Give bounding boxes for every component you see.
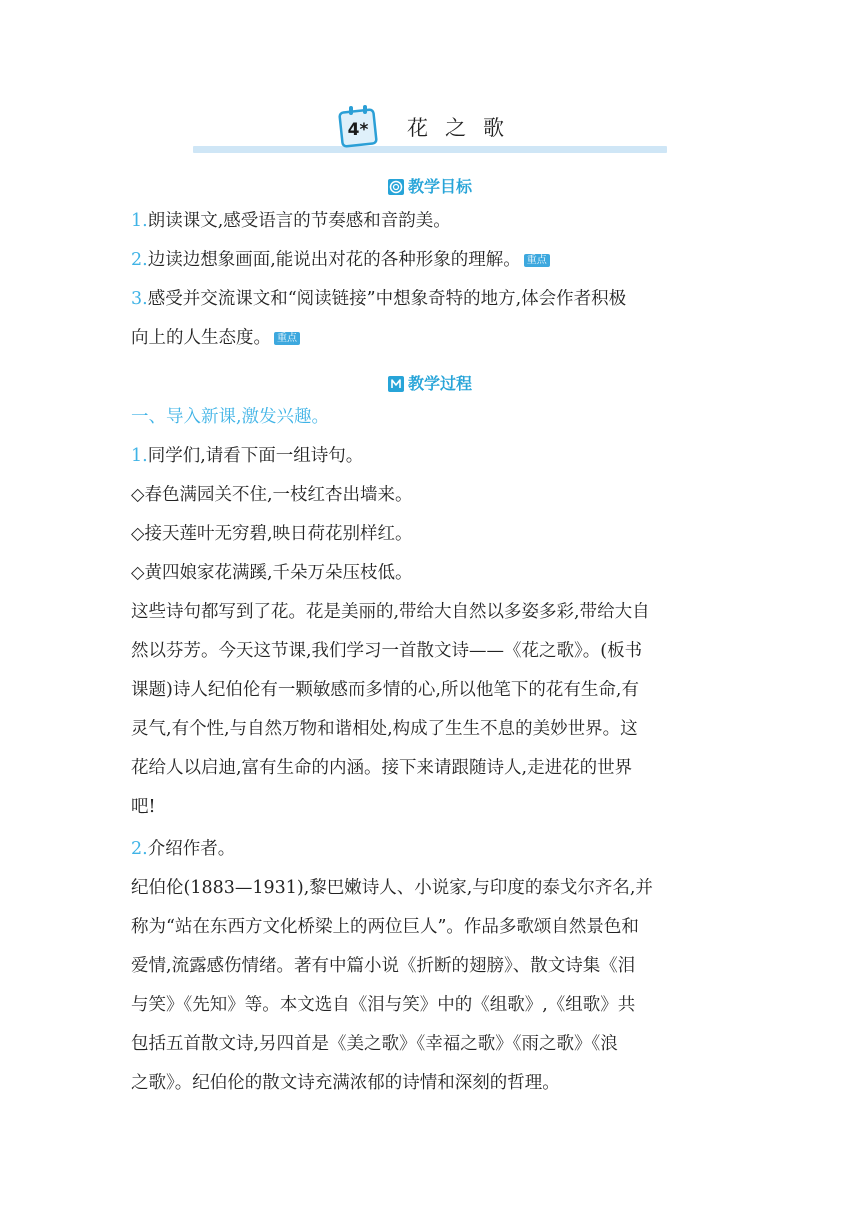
process-heading <box>0 371 860 394</box>
objective-item-3 <box>131 287 731 311</box>
objective-text: 感受并交流课文和“阅读链接”中想象奇特的地方,体会作者积极 <box>147 289 627 309</box>
header-rule <box>193 146 667 153</box>
author-paragraph-line: 包括五首散文诗,另四首是《美之歌》《幸福之歌》《雨之歌》《浪 <box>131 1034 618 1054</box>
step1-line <box>131 444 731 468</box>
objectives-heading <box>0 174 860 197</box>
lesson-header <box>193 100 667 156</box>
step-number: 1. <box>131 446 148 466</box>
intro-paragraph-line: 花给人以启迪,富有生命的内涵。接下来请跟随诗人,走进花的世界 <box>131 758 633 778</box>
key-point-badge: 重点 <box>524 254 550 267</box>
step2-line <box>131 837 731 861</box>
objective-item-3-cont <box>131 326 731 350</box>
objective-item-2 <box>131 248 731 272</box>
poem-line: ◇接天莲叶无穷碧,映日荷花别样红。 <box>131 524 413 544</box>
objective-number: 2. <box>131 250 148 270</box>
part1-title: 一、导入新课,激发兴趣。 <box>131 407 330 427</box>
objective-text: 向上的人生态度。 <box>131 328 271 348</box>
lesson-number: 4* <box>347 120 369 140</box>
process-heading-text: 教学过程 <box>407 374 472 393</box>
intro-paragraph-line: 然以芬芳。今天这节课,我们学习一首散文诗——《花之歌》。(板书 <box>131 641 643 661</box>
intro-paragraph-line: 灵气,有个性,与自然万物和谐相处,构成了生生不息的美妙世界。这 <box>131 719 638 739</box>
author-paragraph-line: 之歌》。纪伯伦的散文诗充满浓郁的诗情和深刻的哲理。 <box>131 1073 560 1093</box>
objective-text: 边读边想象画面,能说出对花的各种形象的理解。 <box>147 250 521 270</box>
intro-paragraph-line: 课题)诗人纪伯伦有一颗敏感而多情的心,所以他笔下的花有生命,有 <box>131 680 639 700</box>
objective-item-1 <box>131 209 731 233</box>
step-number: 2. <box>131 839 148 859</box>
step-text: 介绍作者。 <box>147 839 236 859</box>
author-paragraph-line: 爱情,流露感伤情绪。著有中篇小说《折断的翅膀》、散文诗集《泪 <box>131 956 636 976</box>
key-point-badge: 重点 <box>274 332 300 345</box>
poem-line: ◇春色满园关不住,一枝红杏出墙来。 <box>131 485 413 505</box>
step-text: 同学们,请看下面一组诗句。 <box>147 446 364 466</box>
author-paragraph-line: 与笑》《先知》等。本文选自《泪与笑》中的《组歌》,《组歌》共 <box>131 995 636 1015</box>
calendar-icon <box>338 104 378 148</box>
objective-number: 3. <box>131 289 148 309</box>
process-icon <box>388 376 404 392</box>
target-icon <box>388 179 404 195</box>
poem-line: ◇黄四娘家花满蹊,千朵万朵压枝低。 <box>131 563 413 583</box>
objectives-heading-text: 教学目标 <box>407 177 472 196</box>
intro-paragraph-line: 吧! <box>131 797 156 817</box>
objective-text: 朗读课文,感受语言的节奏感和音韵美。 <box>147 211 451 231</box>
objective-number: 1. <box>131 211 148 231</box>
author-paragraph-line: 纪伯伦(1883—1931),黎巴嫩诗人、小说家,与印度的泰戈尔齐名,并 <box>131 878 653 898</box>
lesson-title: 花之歌 <box>407 116 521 140</box>
author-paragraph-line: 称为“站在东西方文化桥梁上的两位巨人”。作品多歌颂自然景色和 <box>131 917 639 937</box>
intro-paragraph-line: 这些诗句都写到了花。花是美丽的,带给大自然以多姿多彩,带给大自 <box>131 602 650 622</box>
